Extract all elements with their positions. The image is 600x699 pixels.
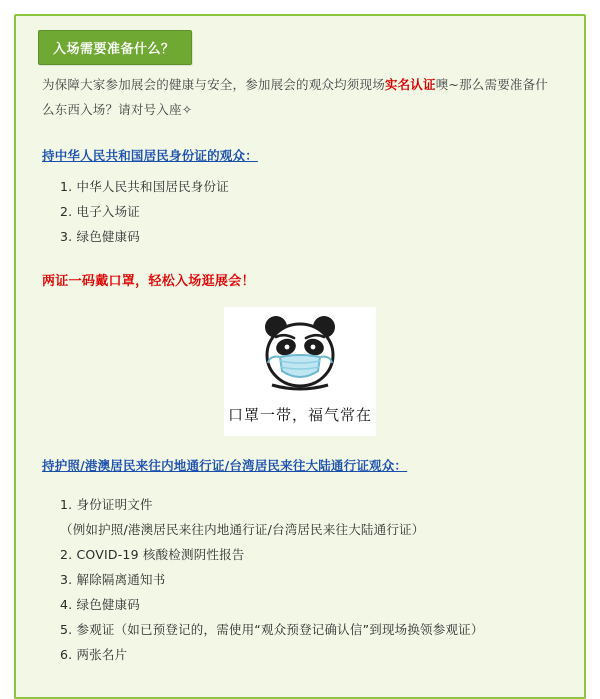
intro-paragraph (42, 72, 558, 122)
panda-with-mask-icon (224, 307, 376, 399)
info-card (14, 14, 586, 699)
intro-text-before: 为保障大家参加展会的健康与安全，参加展会的观众均须现场 (42, 77, 385, 92)
list-item: 3. 绿色健康码 (60, 229, 140, 245)
section-two-title: 持护照/港澳居民来往内地通行证/台湾居民来往大陆通行证观众： (42, 457, 408, 473)
spacer (42, 484, 558, 492)
intro-highlight: 实名认证 (384, 77, 436, 92)
panda-svg (224, 307, 376, 399)
slogan-text: 两证一码戴口罩，轻松入场逛展会！ (42, 274, 255, 290)
list-item: 5. 参观证（如已预登记的，需使用“观众预登记确认信”到现场换领参观证） (60, 622, 484, 638)
list-item: 1. 中华人民共和国居民身份证 (60, 179, 229, 195)
list-item: 2. COVID-19 核酸检测阴性报告 (60, 547, 245, 563)
card-content (16, 16, 584, 697)
list-item: 6. 两张名片 (60, 647, 128, 663)
figure-caption: 口罩一带，福气常在 (224, 399, 376, 436)
panda-figure (224, 307, 376, 436)
intro-text-after: 噢~那么需要准备什么东西入场？请对号入座✧ (42, 77, 548, 117)
list-item: 1. 身份证明文件 (60, 497, 153, 513)
section-one-title: 持中华人民共和国居民身份证的观众： (42, 148, 258, 163)
page-title: 入场需要准备什么？ (53, 42, 175, 57)
list-item: 4. 绿色健康码 (60, 597, 140, 613)
section-one-list (42, 174, 558, 249)
list-item: 3. 解除隔离通知书 (60, 572, 166, 588)
list-item: 2. 电子入场证 (60, 204, 140, 220)
section-two-note: （例如护照/港澳居民来往内地通行证/台湾居民来往大陆通行证） (60, 522, 425, 538)
section-two-list (42, 492, 558, 667)
card-title-banner (38, 30, 192, 65)
